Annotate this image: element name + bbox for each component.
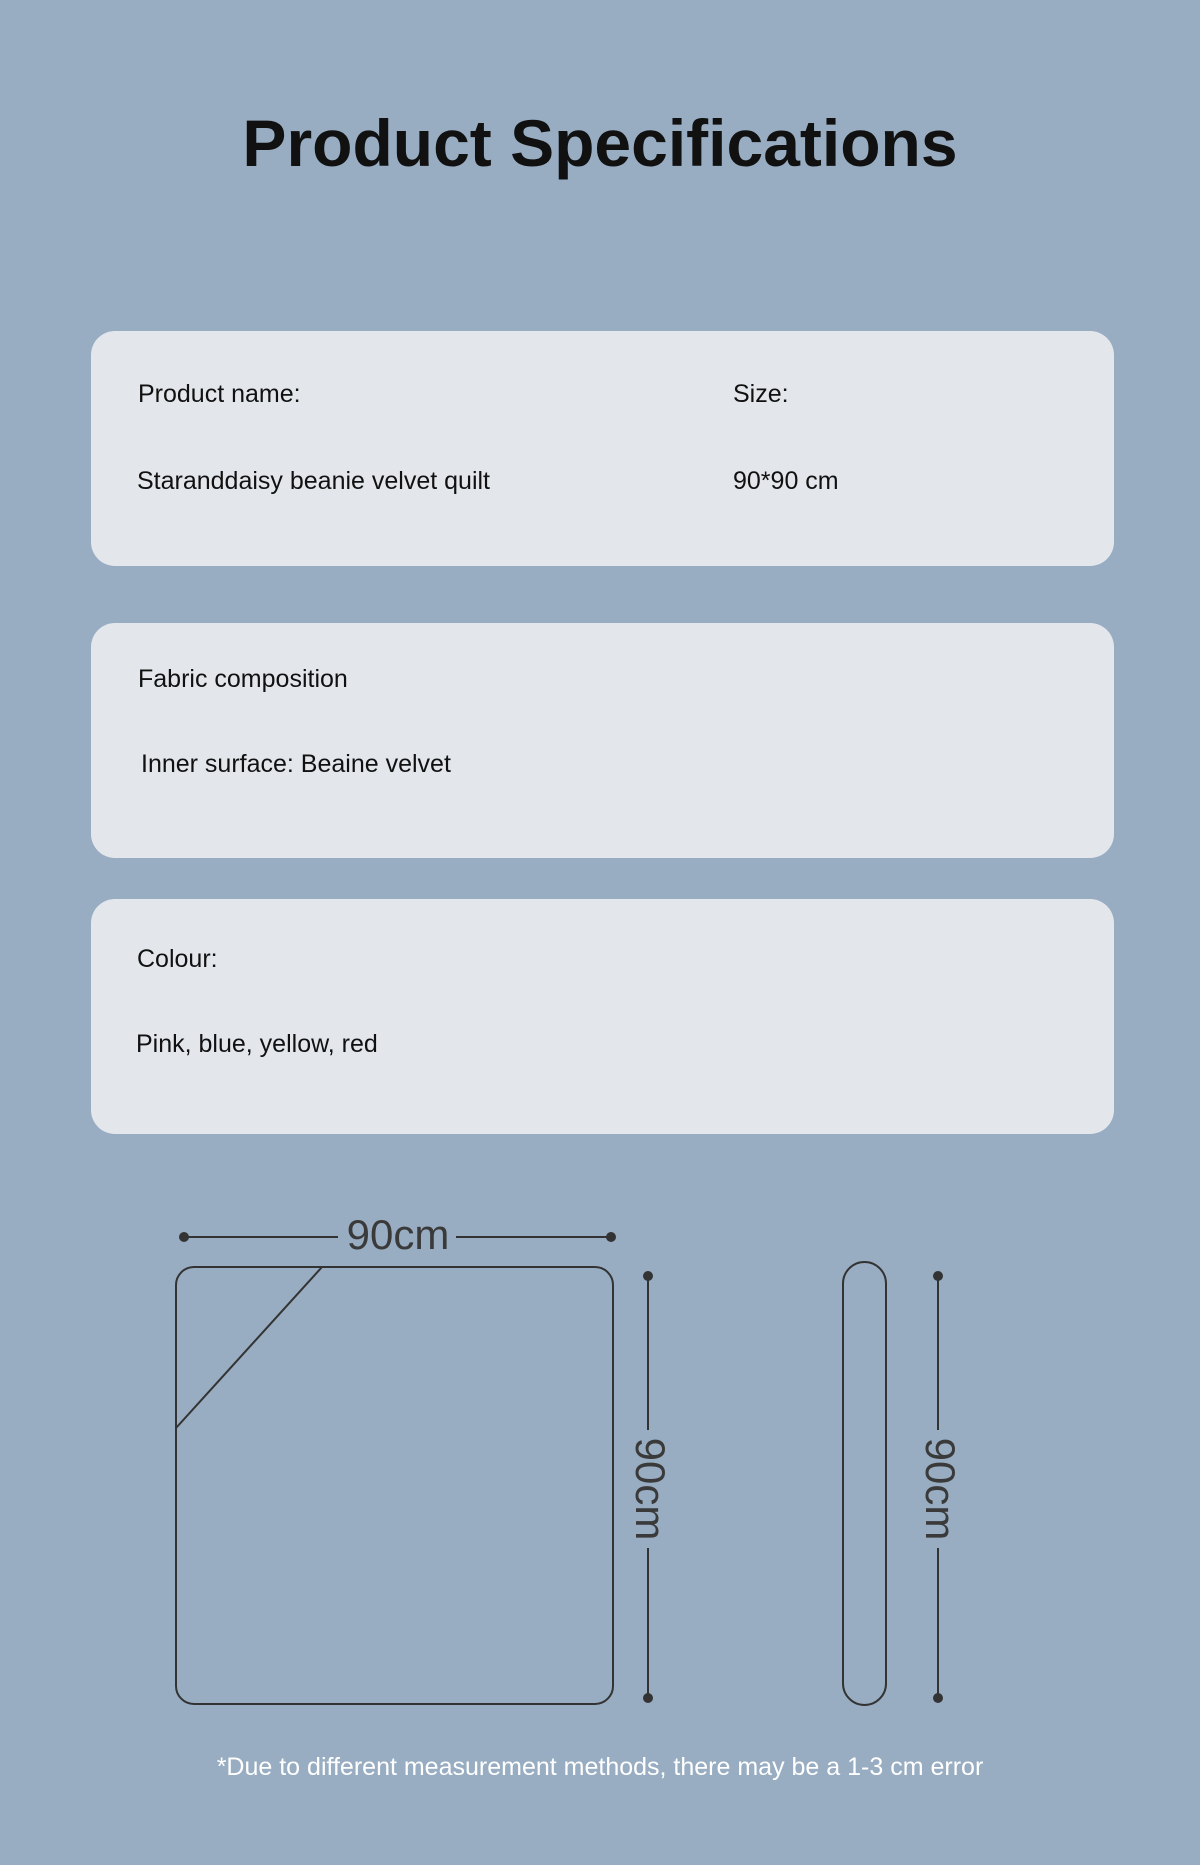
dimension-dot [933,1271,943,1281]
spec-card-fabric [91,623,1114,858]
dimension-dot [179,1232,189,1242]
dimension-dot [933,1693,943,1703]
quilt-front-outline [176,1267,613,1704]
quilt-fold-line [176,1267,322,1428]
size-value: 90*90 cm [733,467,839,495]
measurement-disclaimer: *Due to different measurement methods, there may be a 1-3 cm error [216,1753,984,1781]
dimension-dot [606,1232,616,1242]
dimension-dot [643,1693,653,1703]
size-label: Size: [733,380,789,408]
width-label: 90cm [346,1211,450,1258]
side-height-label: 90cm [917,1437,964,1541]
spec-card-product [91,331,1114,566]
dimension-dot [643,1271,653,1281]
size-diagram [0,1200,1200,1720]
product-name-value: Staranddaisy beanie velvet quilt [137,467,491,495]
fabric-composition-label: Fabric composition [138,665,348,693]
page-title: Product Specifications [242,106,958,180]
colour-value: Pink, blue, yellow, red [136,1030,378,1058]
colour-label: Colour: [137,945,218,973]
spec-card-colour [91,899,1114,1134]
fabric-composition-value: Inner surface: Beaine velvet [141,750,451,778]
product-name-label: Product name: [138,380,301,408]
quilt-side-outline [843,1262,886,1705]
height-label: 90cm [627,1437,674,1541]
